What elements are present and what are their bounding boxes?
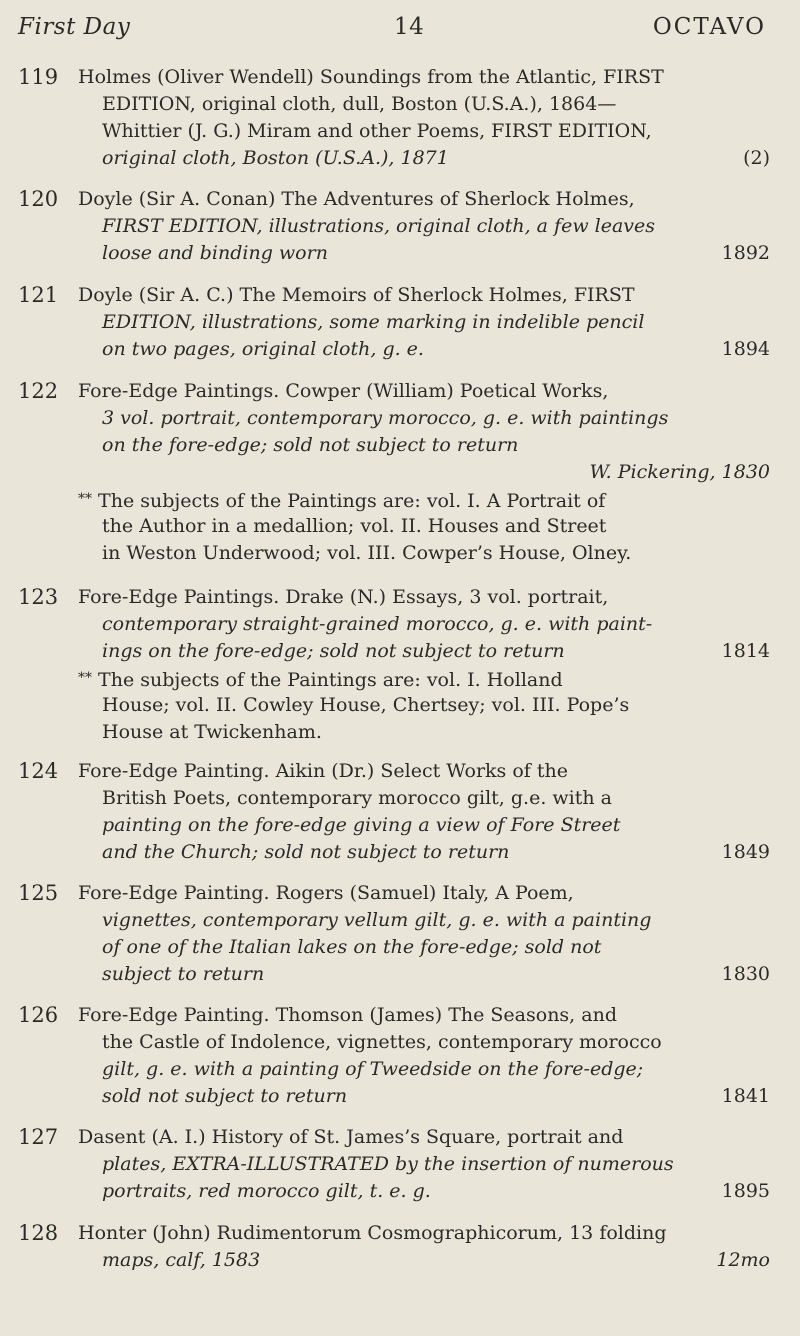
header-day: First Day — [18, 14, 131, 40]
lot-text-line: in Weston Underwood; vol. III. Cowper’s House, Olney. — [102, 542, 632, 564]
lot-text-line: Fore-Edge Painting. Aikin (Dr.) Select Works of the — [78, 760, 568, 782]
lot-text-line: on the fore-edge; sold not subject to return — [102, 434, 519, 456]
lot-text-line: Doyle (Sir A. C.) The Memoirs of Sherlock Holmes, FIRST — [78, 284, 635, 306]
lot-text-line: The subjects of the Paintings are: vol. I. Holland — [98, 669, 563, 691]
lot-number: 121 — [18, 283, 59, 307]
lot-text-line: Dasent (A. I.) History of St. James’s Square, portrait and — [78, 1126, 624, 1148]
lot-text-line: W. Pickering, 1830 — [589, 461, 770, 483]
lot-text-line: Fore-Edge Paintings. Cowper (William) Poetical Works, — [78, 380, 609, 402]
header-format: OCTAVO — [652, 14, 766, 40]
lot-text-line: The subjects of the Paintings are: vol. I. A Portrait of — [98, 490, 606, 512]
lot-text-line: loose and binding worn — [102, 242, 328, 264]
asterism-icon: ** — [78, 491, 92, 507]
lot-text-line: and the Church; sold not subject to return — [102, 841, 510, 863]
lot-text-line: original cloth, Boston (U.S.A.), 1871 — [102, 147, 449, 169]
lot-text-line: plates, EXTRA-ILLUSTRATED by the insertion of numerous — [102, 1153, 674, 1175]
lot-text-line: Honter (John) Rudimentorum Cosmographicorum, 13 folding — [78, 1222, 667, 1244]
lot-number: 124 — [18, 759, 59, 783]
lot-text-line: on two pages, original cloth, g. e. — [102, 338, 424, 360]
lot-text-line: contemporary straight-grained morocco, g. e. with paint- — [102, 613, 653, 635]
lot-number: 123 — [18, 585, 59, 609]
lot-text-line: Doyle (Sir A. Conan) The Adventures of Sherlock Holmes, — [78, 188, 635, 210]
lot-text-line: of one of the Italian lakes on the fore-edge; sold not — [102, 936, 602, 958]
lot-trail: 1894 — [721, 338, 770, 360]
lot-text-line: the Castle of Indolence, vignettes, contemporary morocco — [102, 1031, 662, 1053]
lot-trail: 1892 — [721, 242, 770, 264]
lot-trail: 12mo — [716, 1249, 770, 1271]
lot-trail: (2) — [743, 147, 770, 169]
lot-text-line: subject to return — [102, 963, 265, 985]
lot-text-line: sold not subject to return — [102, 1085, 348, 1107]
lot-text-line: portraits, red morocco gilt, t. e. g. — [102, 1180, 431, 1202]
lot-text-line: EDITION, original cloth, dull, Boston (U.S.A.), 1864— — [102, 93, 617, 115]
page-number: 14 — [394, 14, 425, 40]
lot-text-line: FIRST EDITION, illustrations, original cloth, a few leaves — [102, 215, 656, 237]
lot-text-line: EDITION, illustrations, some marking in indelible pencil — [102, 311, 645, 333]
lot-trail: 1830 — [721, 963, 770, 985]
lot-number: 122 — [18, 379, 59, 403]
lot-text-line: House at Twickenham. — [102, 721, 322, 743]
lot-number: 120 — [18, 187, 59, 211]
lot-trail: 1841 — [721, 1085, 770, 1107]
lot-text-line: ings on the fore-edge; sold not subject to return — [102, 640, 565, 662]
lot-number: 128 — [18, 1221, 59, 1245]
lot-text-line: Fore-Edge Painting. Rogers (Samuel) Italy, A Poem, — [78, 882, 574, 904]
lot-text-line: 3 vol. portrait, contemporary morocco, g. e. with paintings — [102, 407, 669, 429]
page-header — [18, 14, 766, 46]
lot-number: 125 — [18, 881, 59, 905]
lot-trail: 1849 — [721, 841, 770, 863]
lot-text-line: House; vol. II. Cowley House, Chertsey; vol. III. Pope’s — [102, 694, 630, 716]
lot-text-line: Holmes (Oliver Wendell) Soundings from the Atlantic, FIRST — [78, 66, 664, 88]
lot-number: 127 — [18, 1125, 59, 1149]
lot-text-line: Fore-Edge Painting. Thomson (James) The Seasons, and — [78, 1004, 617, 1026]
lot-text-line: gilt, g. e. with a painting of Tweedside on the fore-edge; — [102, 1058, 644, 1080]
lot-text-line: painting on the fore-edge giving a view of Fore Street — [102, 814, 621, 836]
lot-text-line: British Poets, contemporary morocco gilt, g.e. with a — [102, 787, 612, 809]
lot-text-line: Whittier (J. G.) Miram and other Poems, FIRST EDITION, — [102, 120, 652, 142]
lot-text-line: maps, calf, 1583 — [102, 1249, 261, 1271]
lot-number: 119 — [18, 65, 59, 89]
lot-text-line: Fore-Edge Paintings. Drake (N.) Essays, 3 vol. portrait, — [78, 586, 609, 608]
lot-number: 126 — [18, 1003, 59, 1027]
lot-trail: 1895 — [721, 1180, 770, 1202]
asterism-icon: ** — [78, 670, 92, 686]
lot-text-line: vignettes, contemporary vellum gilt, g. e. with a painting — [102, 909, 652, 931]
lot-trail: 1814 — [721, 640, 770, 662]
lot-text-line: the Author in a medallion; vol. II. Houses and Street — [102, 515, 607, 537]
